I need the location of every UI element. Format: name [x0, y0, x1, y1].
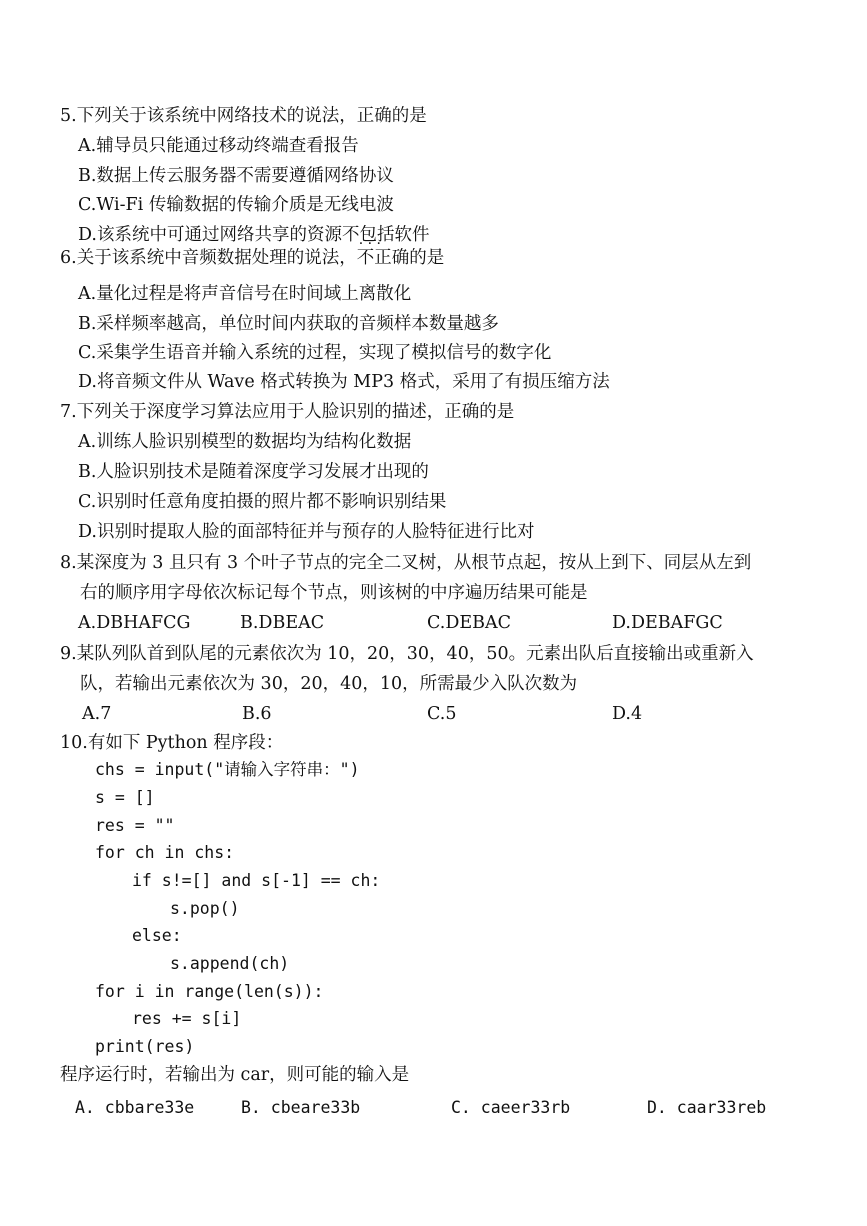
question-10-option-a: A. cbbare33e [75, 1098, 195, 1117]
question-5-stem: 5.下列关于该系统中网络技术的说法，正确的是 [60, 106, 427, 126]
question-7-stem: 7.下列关于深度学习算法应用于人脸识别的描述，正确的是 [60, 402, 515, 422]
question-8-option-d: D.DEBAFGC [612, 613, 723, 633]
code-line-5: if s!=[] and s[-1] == ch: [132, 871, 381, 890]
question-9-option-d: D.4 [612, 704, 643, 724]
code-line-3: res = "" [95, 816, 175, 835]
question-6-stem [60, 246, 444, 270]
question-6-option-b: B.采样频率越高，单位时间内获取的音频样本数量越多 [78, 314, 499, 334]
code-line-11: print(res) [95, 1037, 195, 1056]
code-line-9: for i in range(len(s)): [95, 982, 324, 1001]
code-line-4: for ch in chs: [95, 843, 235, 862]
code-line-2: s = [] [95, 788, 155, 807]
question-9-option-c: C.5 [427, 704, 457, 724]
question-9-options [0, 702, 867, 726]
question-5-option-c: C.Wi-Fi 传输数据的传输介质是无线电波 [78, 195, 394, 215]
question-6-option-a: A.量化过程是将声音信号在时间域上离散化 [78, 284, 412, 304]
question-6-emphasis: · · · 不正确 [357, 246, 410, 270]
question-9-stem-line1: 9.某队列队首到队尾的元素依次为 10，20，30，40，50。元素出队后直接输出或重新入 [60, 644, 754, 664]
question-8-option-b: B.DBEAC [240, 613, 325, 633]
question-10-options [0, 1096, 867, 1120]
code-line-7: else: [132, 926, 182, 945]
question-6-option-d: D.将音频文件从 Wave 格式转换为 MP3 格式，采用了有损压缩方法 [78, 372, 610, 392]
question-7-option-b: B.人脸识别技术是随着深度学习发展才出现的 [78, 462, 429, 482]
question-5-option-a: A.辅导员只能通过移动终端查看报告 [78, 136, 359, 156]
question-9-stem-line2: 队，若输出元素依次为 30，20，40，10，所需最少入队次数为 [80, 674, 578, 694]
question-8-option-a: A.DBHAFCG [78, 613, 191, 633]
question-10-stem: 10.有如下 Python 程序段： [60, 733, 284, 753]
question-8-stem-line1: 8.某深度为 3 且只有 3 个叶子节点的完全二叉树，从根节点起，按从上到下、同层从左到 [60, 553, 752, 573]
question-6-option-c: C.采集学生语音并输入系统的过程，实现了模拟信号的数字化 [78, 343, 552, 363]
question-10-after: 程序运行时，若输出为 car，则可能的输入是 [60, 1065, 410, 1085]
code-line-8: s.append(ch) [170, 954, 290, 973]
code-line-10: res += s[i] [132, 1009, 242, 1028]
question-7-option-c: C.识别时任意角度拍摄的照片都不影响识别结果 [78, 492, 447, 512]
question-8-option-c: C.DEBAC [427, 613, 512, 633]
question-7-option-a: A.训练人脸识别模型的数据均为结构化数据 [78, 432, 412, 452]
question-5-option-d: D.该系统中可通过网络共享的资源不包括软件 [78, 225, 430, 245]
code-line-1: chs = input("请输入字符串：") [95, 760, 360, 779]
question-10-option-b: B. cbeare33b [241, 1098, 361, 1117]
question-9-option-b: B.6 [242, 704, 272, 724]
question-6-stem-post: 的是 [409, 248, 445, 268]
question-5-option-b: B.数据上传云服务器不需要遵循网络协议 [78, 166, 394, 186]
question-10-option-c: C. caeer33rb [451, 1098, 571, 1117]
question-10-option-d: D. caar33reb [647, 1098, 767, 1117]
question-6-stem-pre: 6.关于该系统中音频数据处理的说法， [60, 248, 357, 268]
question-8-stem-line2: 右的顺序用字母依次标记每个节点，则该树的中序遍历结果可能是 [80, 583, 588, 603]
code-line-6: s.pop() [170, 899, 240, 918]
question-7-option-d: D.识别时提取人脸的面部特征并与预存的人脸特征进行比对 [78, 522, 535, 542]
question-8-options [0, 611, 867, 635]
question-9-option-a: A.7 [82, 704, 112, 724]
